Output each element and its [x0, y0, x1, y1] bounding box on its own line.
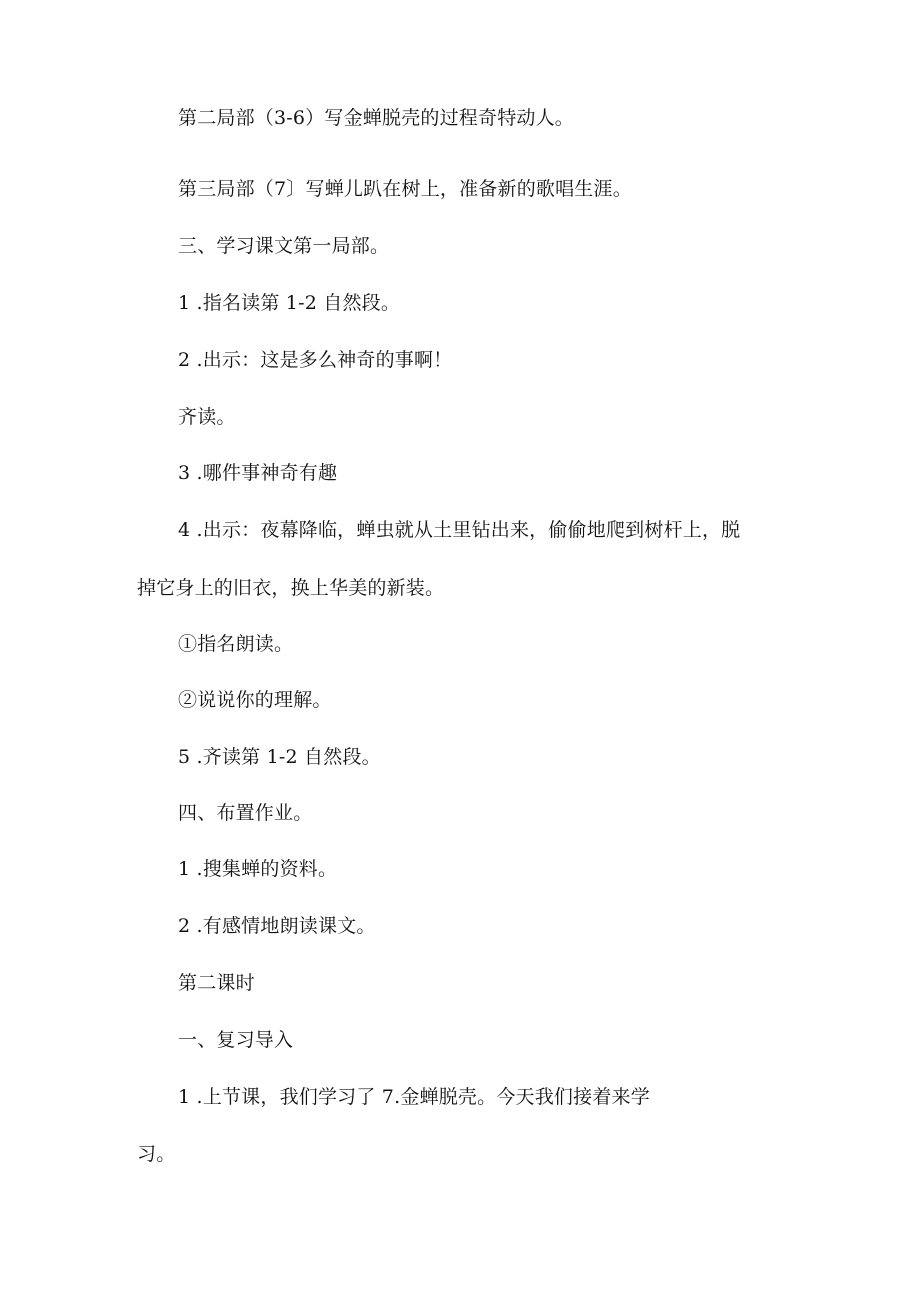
review-item-1-continued: 习。 [137, 1143, 176, 1165]
review-item-1: 1 .上节课，我们学习了 7.金蝉脱壳。今天我们接着来学 [178, 1086, 650, 1108]
heading-homework: 四、布置作业。 [178, 802, 313, 824]
list-item-2: 2 .出示：这是多么神奇的事啊！ [178, 349, 453, 371]
text-line-part-two: 第二局部（3-6）写金蝉脱壳的过程奇特动人。 [178, 107, 574, 129]
list-item-4: 4 .出示：夜幕降临，蝉虫就从土里钻出来，偷偷地爬到树杆上，脱 [178, 519, 741, 541]
heading-study-part-one: 三、学习课文第一局部。 [178, 235, 390, 257]
sub-item-circled-1: ①指名朗读。 [178, 633, 294, 655]
list-item-4-continued: 掉它身上的旧衣，换上华美的新装。 [137, 577, 445, 599]
text-line-part-three: 第三局部（7〕写蝉儿趴在树上，准备新的歌唱生涯。 [178, 178, 632, 200]
list-item-5: 5 .齐读第 1-2 自然段。 [178, 746, 381, 768]
list-item-3: 3 .哪件事神奇有趣 [178, 462, 338, 484]
text-line-read-together: 齐读。 [178, 406, 236, 428]
homework-item-2: 2 .有感情地朗读课文。 [178, 915, 376, 937]
sub-item-circled-2: ②说说你的理解。 [178, 689, 332, 711]
heading-review-intro: 一、复习导入 [178, 1029, 294, 1051]
list-item-1: 1 .指名读第 1-2 自然段。 [178, 292, 401, 314]
homework-item-1: 1 .搜集蝉的资料。 [178, 858, 338, 880]
heading-second-lesson: 第二课时 [178, 972, 255, 994]
